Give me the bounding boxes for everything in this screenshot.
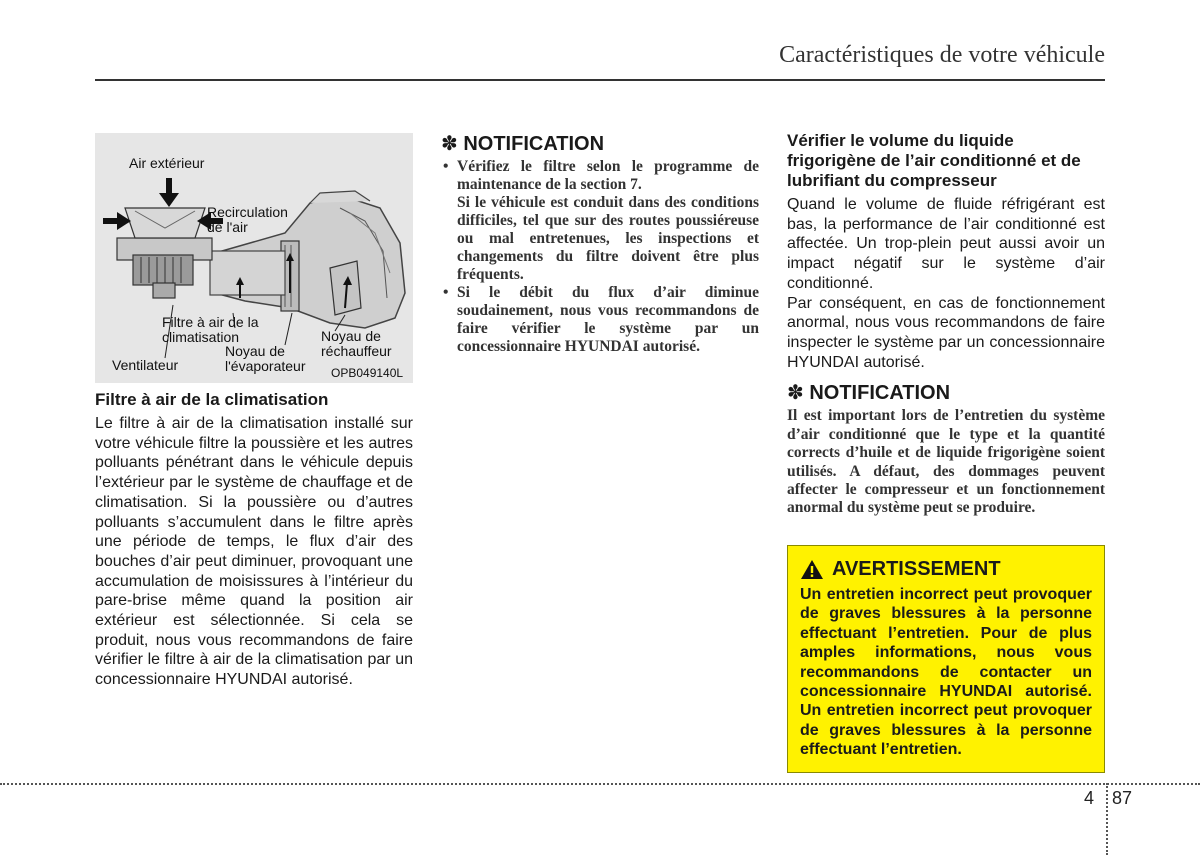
- refrigerant-para-2: Par conséquent, en cas de fonctionnement anormal, nous vous recommandons de faire inspecter le système par un concessionnaire HYUNDAI autorisé.: [787, 294, 1105, 371]
- notification-block-1: [441, 131, 759, 356]
- warning-heading: [800, 558, 1092, 581]
- section-title-refrigerant: Vérifier le volume du liquide frigorigène de l’air conditionné et de lubrifiant du compresseur: [787, 131, 1081, 190]
- section-title-filtre: Filtre à air de la climatisation: [95, 390, 329, 409]
- label-ventilateur: Ventilateur: [112, 357, 179, 373]
- notification-title-2: NOTIFICATION: [809, 382, 951, 405]
- page-number: 87: [1112, 788, 1133, 808]
- notification-list-1: [441, 158, 759, 356]
- warning-box: [787, 545, 1105, 773]
- footer-dotted-rule: [0, 783, 1200, 785]
- list-item: [441, 284, 759, 356]
- header-rule: [95, 79, 1105, 81]
- air-filter-body: Le filtre à air de la climatisation installé sur votre véhicule filtre la poussière et les autres polluants pénétrant dans le véhicule depuis l’extérieur par le système de chauffage et de climatisation. Si la poussière ou d’autres polluants s’accumulent dans le filtre après une période de temps, le flux d’air des bouches d’air peut diminuer, provoquant une accumulation de moisissures à l’intérieur du pare-brise même quand la position air extérieur est sélectionnée. Si cela se produit, nous vous recommandons de faire vérifier le filtre à air de la climatisation par un concessionnaire HYUNDAI autorisé.: [95, 415, 413, 689]
- list-item: [441, 158, 759, 284]
- air-filter-diagram: [95, 133, 413, 383]
- notification-item-1-line2: Si le véhicule est conduit dans des conditions difficiles, tel que sur des routes poussiéreuse ou mal entretenues, les inspections et changements du filtre doivent être plus fréquents.: [457, 194, 759, 283]
- notification-text-2: Il est important lors de l’entretien du système d’air conditionné que le type et la quantité corrects d’huile et de liquide frigorigène soient utilisés. A défaut, des dommages peuvent affecter le compresseur et un fonctionnement anormal du système peut se produire.: [787, 407, 1105, 517]
- warning-triangle-icon: [800, 559, 824, 580]
- refrigerant-para-1: Quand le volume de fluide réfrigérant est bas, la performance de l’air conditionné est affectée. Un trop-plein peut aussi avoir un impact négatif sur le système d’air conditionné.: [787, 196, 1105, 292]
- refrigerant-section: [787, 131, 1105, 518]
- label-filtre: Filtre à air de la climatisation: [162, 314, 259, 345]
- air-filter-section: [95, 390, 413, 690]
- asterisk-icon: ✽: [441, 133, 458, 155]
- label-noyau-rechauffeur: Noyau de réchauffeur: [321, 328, 392, 359]
- label-recirculation: Recirculation de l'air: [207, 204, 288, 235]
- notification-heading-1: [441, 131, 759, 156]
- notification-title-1: NOTIFICATION: [463, 133, 605, 155]
- asterisk-icon: ✽: [787, 382, 804, 405]
- chapter-number: 4: [1084, 788, 1095, 808]
- label-air-exterieur: Air extérieur: [129, 155, 205, 171]
- warning-title: AVERTISSEMENT: [832, 558, 1001, 580]
- page-header-title: Caractéristiques de votre véhicule: [779, 42, 1105, 68]
- notification-item-2-line1: • Si le débit du flux d’air diminue soudainement, nous vous recommandons de faire vérifier le système par un concessionnaire HYUNDAI autorisé.: [457, 284, 759, 355]
- figure-code: OPB049140L: [331, 366, 404, 380]
- label-noyau-evaporateur: Noyau de l'évaporateur: [225, 343, 306, 374]
- notification-heading-2: [787, 380, 1105, 405]
- footer-dotted-divider: [1106, 783, 1108, 855]
- notification-item-1-line1: • Vérifiez le filtre selon le programme de maintenance de la section 7.: [457, 158, 759, 193]
- warning-text: Un entretien incorrect peut provoquer de graves blessures à la personne effectuant l’entretien. Pour de plus amples informations, nous vous recommandons de contacter un concessionnaire HYUNDAI autorisé. Un entretien incorrect peut provoquer de graves blessures à la personne effectuant l’entretien.: [800, 586, 1092, 759]
